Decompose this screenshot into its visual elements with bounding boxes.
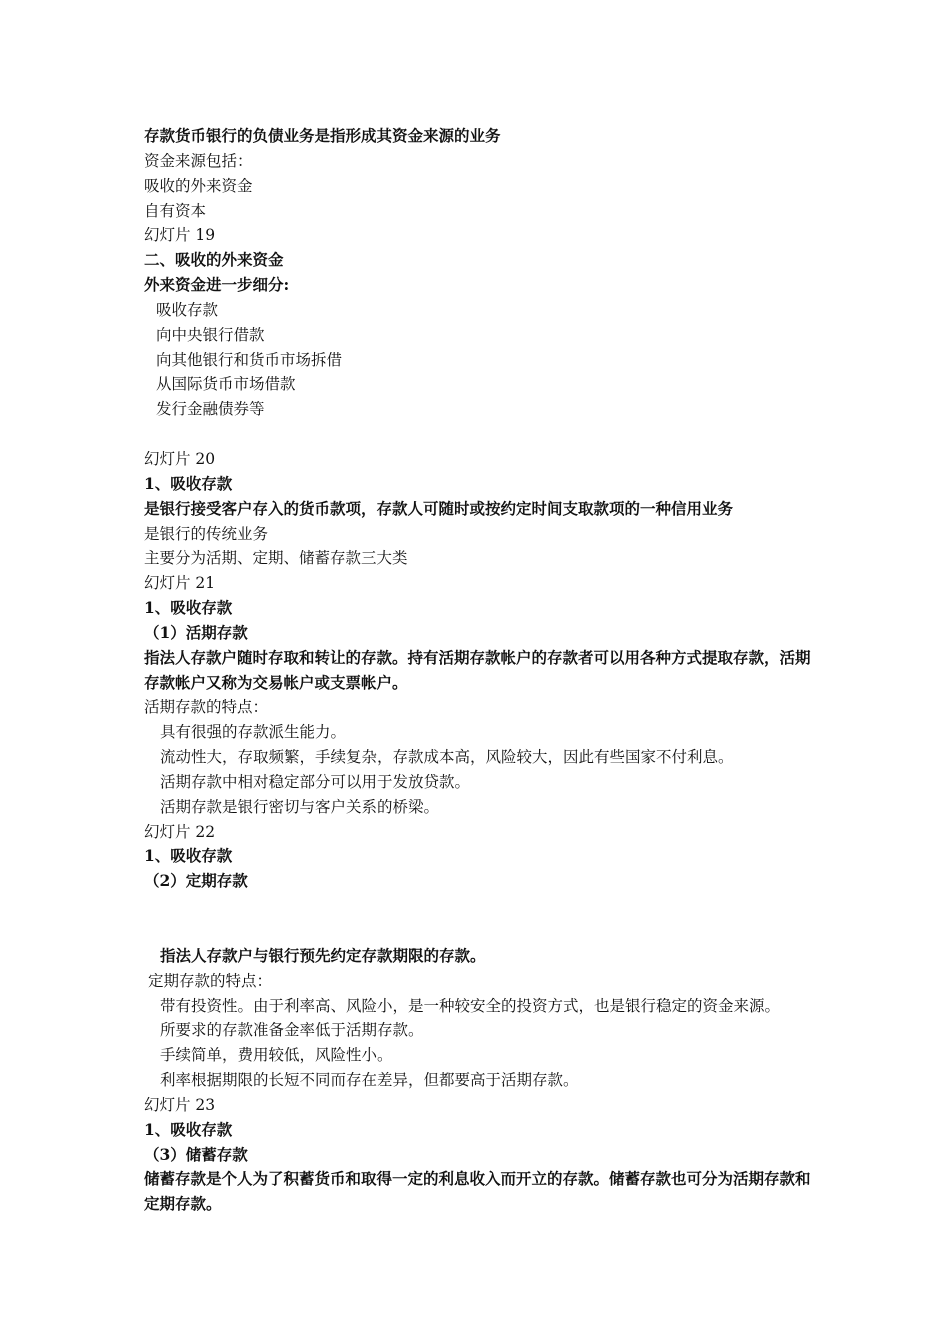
slide-label: 幻灯片 22 <box>144 822 216 841</box>
definition-paragraph: 储蓄存款是个人为了积蓄货币和取得一定的利息收入而开立的存款。储蓄存款也可分为活期存款和定期存款。 <box>144 1169 811 1214</box>
slide-label: 幻灯片 23 <box>144 1095 216 1114</box>
subheading: （2）定期存款 <box>144 871 248 891</box>
list-item: 流动性大，存取频繁，手续复杂，存款成本高，风险较大，因此有些国家不付利息。 <box>160 748 734 767</box>
definition-text: 是银行接受客户存入的货币款项，存款人可随时或按约定时间支取款项的一种信用业务 <box>144 498 734 518</box>
list-item: 发行金融债券等 <box>156 400 265 419</box>
list-item: 具有很强的存款派生能力。 <box>160 723 347 742</box>
text-line: 活期存款的特点： <box>144 698 269 717</box>
slide-label: 幻灯片 19 <box>144 226 216 245</box>
list-item: 向其他银行和货币市场拆借 <box>156 350 343 369</box>
list-item: 从国际货币市场借款 <box>156 375 296 394</box>
definition-paragraph: 指法人存款户随时存取和转让的存款。持有活期存款帐户的存款者可以用各种方式提取存款，活期存款帐户又称为交易帐户或支票帐户。 <box>144 647 811 692</box>
list-item: 活期存款是银行密切与客户关系的桥梁。 <box>160 797 440 816</box>
subheading: （1）活期存款 <box>144 622 248 642</box>
slide-label: 幻灯片 20 <box>144 449 216 468</box>
list-item: 手续简单，费用较低，风险性小。 <box>160 1046 393 1065</box>
text-line: 自有资本 <box>144 201 207 220</box>
spacer <box>144 422 824 447</box>
subheading: （3）储蓄存款 <box>144 1144 248 1164</box>
heading-liability-business: 存款货币银行的负债业务是指形成其资金来源的业务 <box>144 126 501 145</box>
text-line: 主要分为活期、定期、储蓄存款三大类 <box>144 549 408 568</box>
slide-label: 幻灯片 21 <box>144 574 216 593</box>
list-item: 所要求的存款准备金率低于活期存款。 <box>160 1021 424 1040</box>
section-heading: 二、吸收的外来资金 <box>144 250 284 270</box>
list-item: 吸收存款 <box>156 300 219 319</box>
text-line: 定期存款的特点： <box>148 971 273 990</box>
section-heading: 1、吸收存款 <box>144 598 233 618</box>
section-heading: 1、吸收存款 <box>144 473 233 493</box>
subheading: 外来资金进一步细分: <box>144 275 290 295</box>
section-heading: 1、吸收存款 <box>144 1119 233 1139</box>
spacer <box>144 894 824 944</box>
text-line: 吸收的外来资金 <box>144 176 253 195</box>
list-item: 利率根据期限的长短不同而存在差异，但都要高于活期存款。 <box>160 1071 579 1090</box>
text-line: 是银行的传统业务 <box>144 524 269 543</box>
text-line: 资金来源包括： <box>144 151 253 170</box>
document-body <box>144 124 824 1217</box>
section-heading: 1、吸收存款 <box>144 846 233 866</box>
list-item: 向中央银行借款 <box>156 325 265 344</box>
list-item: 活期存款中相对稳定部分可以用于发放贷款。 <box>160 772 471 791</box>
definition-text: 指法人存款户与银行预先约定存款期限的存款。 <box>160 945 486 965</box>
list-item: 带有投资性。由于利率高、风险小，是一种较安全的投资方式，也是银行稳定的资金来源。 <box>160 996 781 1015</box>
